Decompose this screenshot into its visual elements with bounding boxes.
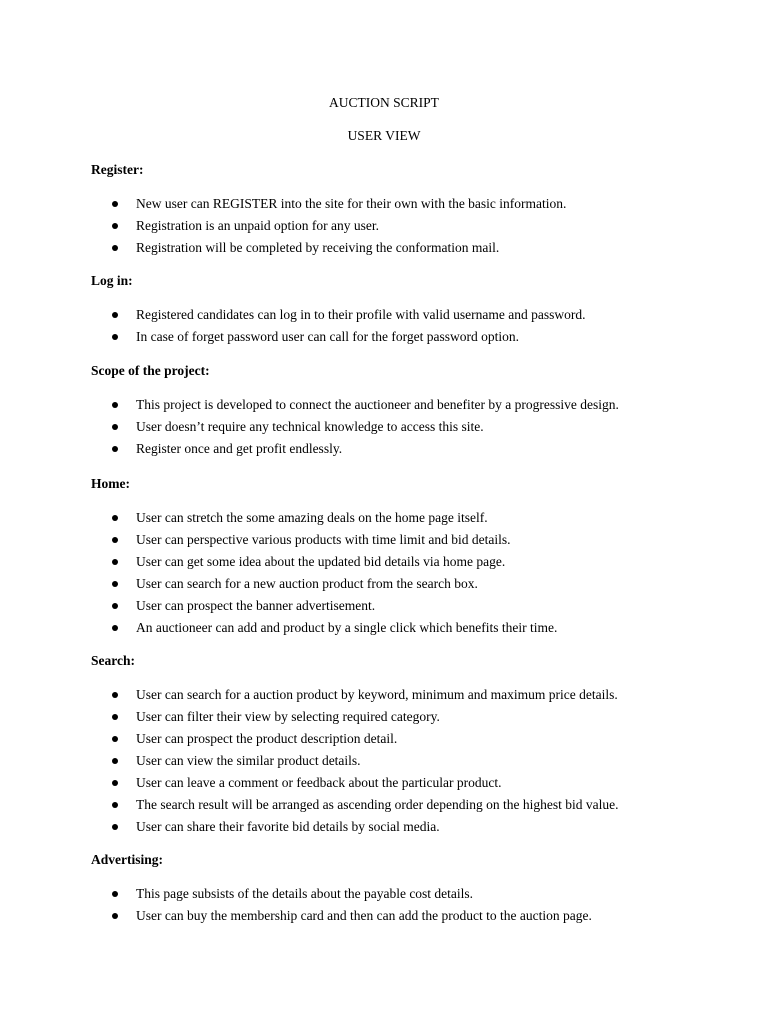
list-item-text: User can get some idea about the updated bid details via home page. (136, 554, 506, 569)
list-item-text: User can prospect the product description detail. (136, 731, 398, 746)
bullet-icon (112, 692, 118, 698)
list-item-text: User can view the similar product details. (136, 753, 361, 768)
bullet-icon (112, 312, 118, 318)
list-item-text: Register once and get profit endlessly. (136, 441, 343, 456)
list-item-text: Registration will be completed by receiving the conformation mail. (136, 240, 500, 255)
bullet-icon (112, 334, 118, 340)
list-item-text: User can prospect the banner advertisement. (136, 598, 376, 613)
list-item-text: User can buy the membership card and then can add the product to the auction page. (136, 908, 592, 923)
section-heading: Register: (91, 162, 144, 177)
list-item-text: User can search for a auction product by keyword, minimum and maximum price details. (136, 687, 618, 702)
list-item-text: User can search for a new auction product from the search box. (136, 576, 478, 591)
list-item-text: This project is developed to connect the auctioneer and benefiter by a progressive design. (136, 397, 619, 412)
list-item-text: New user can REGISTER into the site for their own with the basic information. (136, 196, 567, 211)
list-item-text: In case of forget password user can call for the forget password option. (136, 329, 520, 344)
list-item-text: User can filter their view by selecting required category. (136, 709, 440, 724)
bullet-icon (112, 581, 118, 587)
list-item-text: User can share their favorite bid details by social media. (136, 819, 440, 834)
list-item-text: User can leave a comment or feedback about the particular product. (136, 775, 502, 790)
bullet-icon (112, 223, 118, 229)
list-item-text: User doesn’t require any technical knowledge to access this site. (136, 419, 484, 434)
bullet-icon (112, 515, 118, 521)
list-item-text: An auctioneer can add and product by a single click which benefits their time. (136, 620, 558, 635)
section-heading: Log in: (91, 273, 133, 288)
bullet-icon (112, 201, 118, 207)
document-title: AUCTION SCRIPT (329, 95, 439, 110)
bullet-icon (112, 714, 118, 720)
section-heading: Search: (91, 653, 135, 668)
bullet-icon (112, 891, 118, 897)
list-item-text: User can perspective various products with time limit and bid details. (136, 532, 511, 547)
bullet-icon (112, 559, 118, 565)
section-heading: Home: (91, 476, 130, 491)
bullet-icon (112, 603, 118, 609)
bullet-icon (112, 424, 118, 430)
section-heading: Scope of the project: (91, 363, 210, 378)
list-item-text: This page subsists of the details about the payable cost details. (136, 886, 474, 901)
list-item-text: Registered candidates can log in to their profile with valid username and password. (136, 307, 586, 322)
bullet-icon (112, 402, 118, 408)
bullet-icon (112, 758, 118, 764)
bullet-icon (112, 537, 118, 543)
bullet-icon (112, 245, 118, 251)
bullet-icon (112, 780, 118, 786)
list-item-text: Registration is an unpaid option for any user. (136, 218, 379, 233)
list-item-text: The search result will be arranged as ascending order depending on the highest bid value. (136, 797, 619, 812)
section-heading: Advertising: (91, 852, 163, 867)
bullet-icon (112, 824, 118, 830)
list-item-text: User can stretch the some amazing deals on the home page itself. (136, 510, 488, 525)
bullet-icon (112, 625, 118, 631)
bullet-icon (112, 802, 118, 808)
bullet-icon (112, 913, 118, 919)
bullet-icon (112, 446, 118, 452)
document-subtitle: USER VIEW (347, 128, 421, 143)
bullet-icon (112, 736, 118, 742)
